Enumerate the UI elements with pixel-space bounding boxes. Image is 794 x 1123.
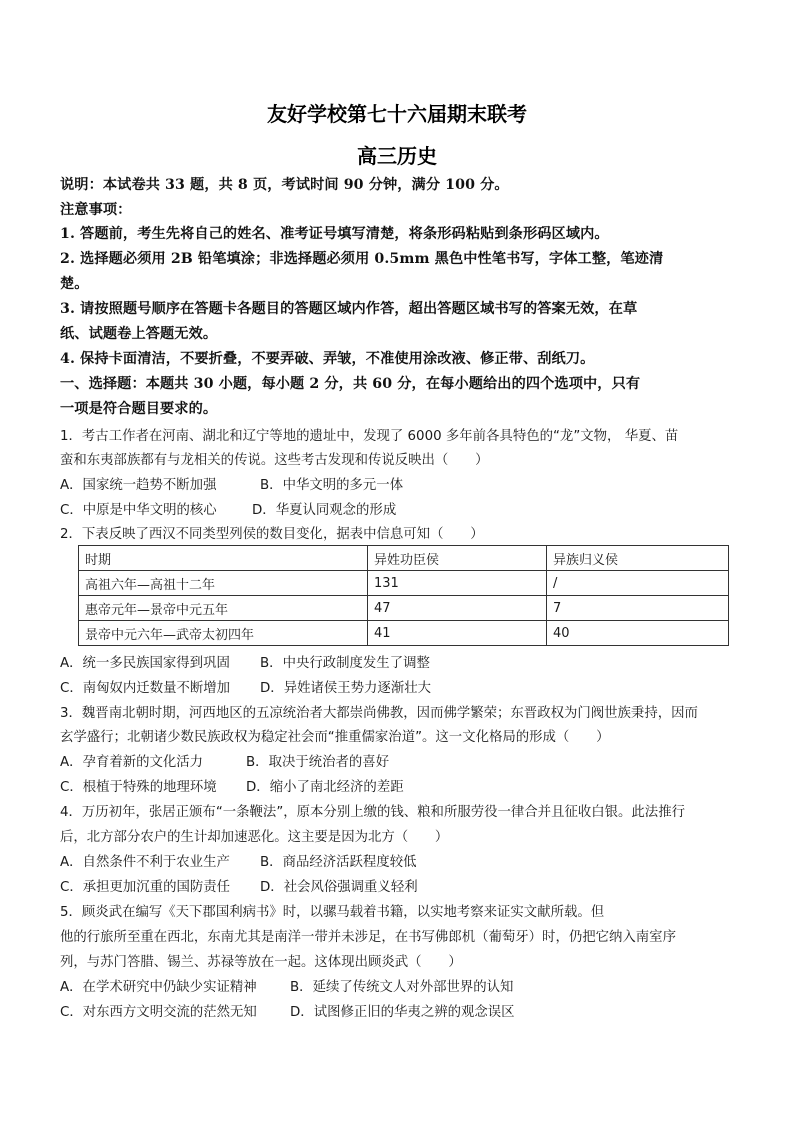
- question-5-options-row: [60, 1001, 734, 1020]
- notice-item: 1. 答题前，考生先将自己的姓名、准考证号填写清楚，将条形码粘贴到条形码区域内。: [60, 226, 609, 242]
- question-5-stem-cont: 列，与苏门答腊、锡兰、苏禄等放在一起。这体现出顾炎武（ ）: [60, 955, 462, 970]
- notice-heading: 注意事项：: [60, 202, 132, 218]
- table-cell: 景帝中元六年—武帝太初四年: [79, 621, 368, 646]
- question-3-stem-cont: 玄学盛行；北朝诸少数民族政权为稳定社会而“推重儒家治道”。这一文化格局的形成（ ）: [60, 730, 610, 745]
- question-2-options-row: [60, 677, 734, 696]
- question-4-stem: 4．万历初年，张居正颁布“一条鞭法”，原本分别上缴的钱、粮和所服劳役一律合并且征收白银。此法推行: [60, 805, 685, 820]
- option-d: D．社会风俗强调重义轻利: [260, 880, 418, 895]
- question-5-stem-cont: 他的行旅所至重在西北，东南尤其是南洋一带并未涉足，在书写佛郎机（葡萄牙）时，仍把它纳入南室序: [60, 930, 676, 945]
- question-4-options-row: [60, 851, 734, 870]
- question-1-options-row: [60, 499, 734, 518]
- notice-item: 纸、试题卷上答题无效。: [60, 326, 218, 342]
- table-header-row: [79, 546, 729, 571]
- question-5-stem: 5．顾炎武在编写《天下郡国利病书》时，以骡马载着书籍，以实地考察来证实文献所载。但: [60, 905, 605, 920]
- notice-item: 楚。: [60, 276, 89, 292]
- option-c: C．根植于特殊的地理环境: [60, 780, 217, 795]
- table-row: [79, 621, 729, 646]
- option-a: A．孕育着新的文化活力: [60, 755, 204, 770]
- option-c: C．承担更加沉重的国防责任: [60, 880, 231, 895]
- table-header-cell: 异族归义侯: [547, 546, 729, 571]
- option-a: A．统一多民族国家得到巩固: [60, 656, 230, 671]
- data-table: [78, 545, 729, 646]
- question-5-options-row: [60, 976, 734, 995]
- table-row: [79, 571, 729, 596]
- option-b: B．商品经济活跃程度较低: [260, 855, 417, 870]
- notice-item: 2. 选择题必须用 2B 铅笔填涂；非选择题必须用 0.5mm 黑色中性笔书写，字体工整，笔迹清: [60, 251, 664, 267]
- question-2-stem: 2．下表反映了西汉不同类型列侯的数目变化，据表中信息可知（ ）: [60, 527, 484, 542]
- option-a: A．国家统一趋势不断加强: [60, 478, 217, 493]
- exam-note: 说明：本试卷共 33 题，共 8 页，考试时间 90 分钟，满分 100 分。: [60, 177, 509, 193]
- option-b: B．中华文明的多元一体: [260, 478, 404, 493]
- question-3-options-row: [60, 751, 734, 770]
- option-d: D．华夏认同观念的形成: [252, 503, 397, 518]
- question-3-options-row: [60, 776, 734, 795]
- option-c: C．对东西方文明交流的茫然无知: [60, 1005, 257, 1020]
- option-b: B．中央行政制度发生了调整: [260, 656, 430, 671]
- exam-title: 友好学校第七十六届期末联考: [267, 102, 527, 126]
- option-d: D．试图修正旧的华夷之辨的观念误区: [290, 1005, 515, 1020]
- table-row: [79, 596, 729, 621]
- option-b: B．取决于统治者的喜好: [246, 755, 390, 770]
- option-a: A．在学术研究中仍缺少实证精神: [60, 980, 257, 995]
- section-heading-cont: 一项是符合题目要求的。: [60, 401, 218, 417]
- section-heading: 一、选择题：本题共 30 小题，每小题 2 分，共 60 分，在每小题给出的四个选项中，只有: [60, 376, 641, 392]
- question-1-options-row: [60, 474, 734, 493]
- table-header-cell: 异姓功臣侯: [368, 546, 547, 571]
- option-d: D．缩小了南北经济的差距: [246, 780, 404, 795]
- question-1-stem-cont: 蛮和东夷部族都有与龙相关的传说。这些考古发现和传说反映出（ ）: [60, 453, 489, 468]
- question-1-stem: 1．考古工作者在河南、湖北和辽宁等地的遗址中，发现了 6000 多年前各具特色的“龙”文物， 华夏、苗: [60, 429, 679, 444]
- option-c: C．中原是中华文明的核心: [60, 503, 217, 518]
- table-cell: 惠帝元年—景帝中元五年: [79, 596, 368, 621]
- table-cell: 7: [547, 596, 729, 621]
- option-a: A．自然条件不利于农业生产: [60, 855, 230, 870]
- table-cell: 131: [368, 571, 547, 596]
- table-cell: 高祖六年—高祖十二年: [79, 571, 368, 596]
- option-d: D．异姓诸侯王势力逐渐壮大: [260, 681, 431, 696]
- table-cell: /: [547, 571, 729, 596]
- option-c: C．南匈奴内迁数量不断增加: [60, 681, 231, 696]
- subject-title: 高三历史: [357, 144, 437, 168]
- table-header-cell: 时期: [79, 546, 368, 571]
- table-cell: 47: [368, 596, 547, 621]
- table-cell: 41: [368, 621, 547, 646]
- question-3-stem: 3．魏晋南北朝时期，河西地区的五凉统治者大都崇尚佛教，因而佛学繁荣；东晋政权为门阀世族秉持，因而: [60, 706, 698, 721]
- option-b: B．延续了传统文人对外部世界的认知: [290, 980, 514, 995]
- notice-item: 3. 请按照题号顺序在答题卡各题目的答题区域内作答，超出答题区域书写的答案无效，在草: [60, 301, 638, 317]
- question-2-options-row: [60, 652, 734, 671]
- question-4-stem-cont: 后，北方部分农户的生计却加速恶化。这主要是因为北方（ ）: [60, 830, 449, 845]
- table-cell: 40: [547, 621, 729, 646]
- question-4-options-row: [60, 876, 734, 895]
- notice-item: 4. 保持卡面清洁，不要折叠，不要弄破、弄皱，不准使用涂改液、修正带、刮纸刀。: [60, 351, 595, 367]
